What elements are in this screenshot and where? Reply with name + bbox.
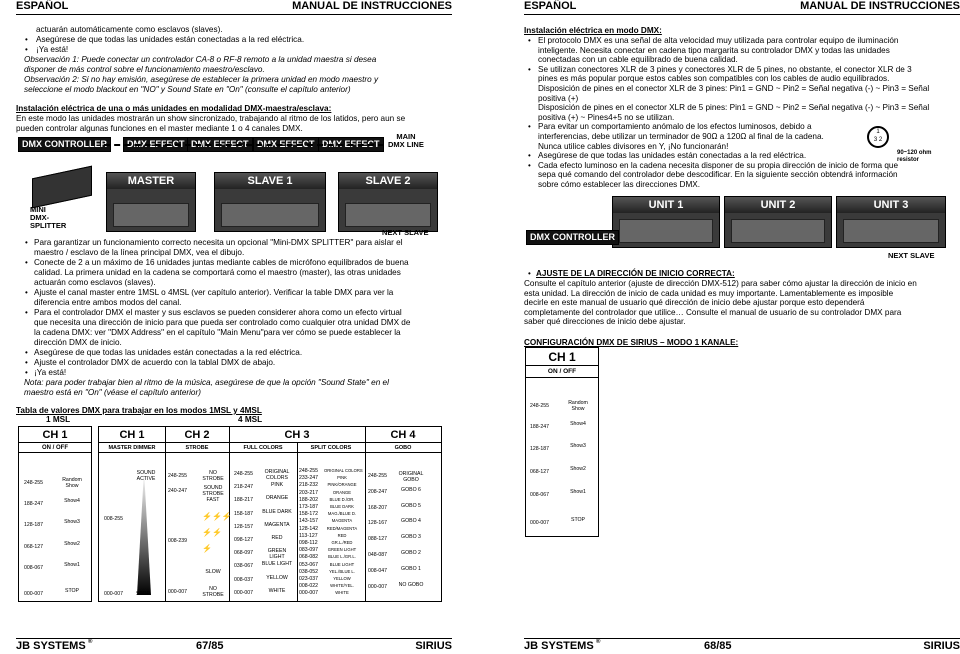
table-value: 008-239	[168, 538, 188, 544]
table-value: 143-157	[299, 518, 319, 525]
right-page: ESPAÑOL MANUAL DE INSTRUCCIONES Instalación eléctrica en modo DMX: 1 3 2 90~120 ohm resistor UNIT 1 UNIT 2 UNIT 3 DMX CONTROLLER NEXT SLAVE • AJUSTE DE LA DIRECCIÓN DE INICIO CORRECTA: CONFIGURACIÓN DMX DE SIRIUS – MODO 1 KANALE: CH 1 ON / OFF JB SYSTEMS ® 68/85 SIRIUS • El protocolo DMX es una señal de alta velocidad muy utilizada para controlar equipo de iluminación inteligente. Necesita conectar en cadena tipo margarita su controlador DMX y todas las unidades conectadas con un cable equilibrado de buena calidad. • Se utilizan conectores XLR de 3 pines y conectores XLR de 5 pines, no obstante, el conector XLR de 3 pines es más popular porque estos cables son compatibles con los cables de audio equilibrados. Disposición de pines en el conector XLR de 3 pines: Pin1 = GND ~ Pin2 = Señal negativa (-) ~ Pin3 = Señal positiva (+) Disposición de pines en el conector XLR de 5 pines: Pin1 = GND ~ Pin2 = Señal negativa (-) ~ Pin3 = Señal positiva (+) ~ Pines4+5 no se utilizan. • Para evitar un comportamiento anómalo de los efectos luminosos, debido a interferencias, debe utilizar un terminador de 90Ω a 120Ω al final de la cadena. Nunca utilice cables divisores en Y, ¡No funcionarán! • Asegúrese de que todas las unidades están conectadas a la red eléctrica. • Cada efecto luminoso en la cadena necesita disponer de su propia dirección de inicio de forma que sepa qué comando del controlador debe descodificar. En la siguiente sección obtendrá información sobre cómo establecer las direcciones DMX. Consulte el capítulo anterior (ajuste de dirección DMX-512) para saber cómo ajustar la dirección de inicio en esta unidad. La dirección de inicio de cada unidad es muy importante. Lamentablemente es imposible decirle en este manual de usuario qué dirección de inicio debe ajustar porque esto dependerá completamente del controlador que utilice… Consulte el manual de usuario de su controlador DMX para saber qué direcciones de inicio debe ajustar. 248-255 Random Show 188-247 Show4 128-187 Show3 068-127 Show2 008-067 Show1 000-007 STOP	[524, 0, 960, 652]
table-label: GOBO 4	[401, 518, 421, 525]
table-label: BLUE L./GR.L.	[328, 554, 356, 560]
bullet-text: actuarán como esclavos (slaves).	[34, 278, 156, 287]
table-value: 188-247	[24, 501, 44, 507]
unit-3: UNIT 3	[836, 196, 946, 248]
table-label: GOBO 5	[401, 502, 421, 509]
page-header	[16, 0, 452, 15]
bullet-icon: •	[25, 35, 28, 44]
text-line: completamente del controlador que utilice… Consulte el manual de usuario de su controlador DMX para	[524, 307, 902, 317]
table-value: 240-247	[168, 488, 188, 494]
table-value: 000-007	[24, 591, 44, 597]
table-value: 000-007	[104, 591, 124, 597]
table-value: 008-255	[104, 516, 124, 522]
table-value: 158-172	[299, 511, 319, 518]
table-label: GOBO 6	[401, 486, 421, 493]
strobe-speed-icon: ⚡	[202, 544, 212, 553]
main-dmx-line-label: MAIN DMX LINE	[388, 132, 424, 149]
slave-2-unit: SLAVE 2	[338, 172, 438, 232]
bullet-icon: •	[528, 160, 531, 170]
table-label: ORANGE	[265, 495, 289, 502]
table-value: 000-007	[299, 590, 319, 597]
section-title: Instalación eléctrica en modo DMX:	[524, 26, 662, 35]
table-value: 203-217	[299, 489, 319, 496]
dimmer-gradient-icon	[137, 471, 151, 595]
table-label: PINK	[337, 475, 347, 481]
table-label: YELLOW	[333, 576, 351, 581]
table-label: BLUE LIGHT	[329, 561, 355, 567]
table-label: SOUND ACTIVE	[136, 470, 156, 482]
table-value: 188-217	[234, 497, 254, 504]
table-label: PINK/ORANGE	[327, 482, 357, 488]
table-value: 068-127	[530, 469, 550, 475]
observation-1: Observación 1: Puede conectar un controlador CA-8 o RF-8 remoto a la unidad maestra si desea	[24, 55, 377, 64]
table-label: GREEN LIGHT	[327, 547, 357, 553]
bullet-text: Conecte de 2 a un máximo de 16 unidades juntas mediante cables de micrófono equilibrados de buena	[34, 258, 409, 267]
text-line: decirle en este manual de usuario qué dirección de inicio debe ajustar porque esto dependerá	[524, 298, 865, 308]
table-label: STOP	[64, 588, 80, 594]
text-line: esta unidad. La dirección de inicio de cada unidad es muy importante. Lamentablemente es imposible	[524, 288, 894, 298]
table-value: 188-202	[299, 496, 319, 503]
text-line: conectadas con un cable equilibrado de buena calidad.	[538, 55, 738, 65]
text-line: pueden controlar algunas funciones en el master mediante 1 o 4 canales DMX.	[16, 124, 303, 133]
table-label: Show4	[64, 498, 80, 504]
dmx-cable	[104, 144, 384, 146]
table-title: Tabla de valores DMX para trabajar en los modos 1MSL y 4MSL	[16, 406, 262, 415]
dmx-controller-label: DMX CONTROLLER	[18, 137, 111, 152]
table-value: 000-007	[234, 589, 254, 596]
table-label: STOP	[570, 517, 586, 523]
table-label: SOUND STROBE	[202, 485, 224, 497]
bullet-text: Ajuste el controlador DMX de acuerdo con la tablaI DMX de abajo.	[34, 358, 276, 367]
text-line: Disposición de pines en el conector XLR de 3 pines: Pin1 = GND ~ Pin2 = Señal negativa (-) ~ Pin3 = Señal	[538, 84, 930, 93]
bullet-text: la cadena DMX: ver "DMX Address" en el capítulo "Main Menu"para ver cómo se puede establecer la	[34, 328, 401, 337]
text-line: Nunca utilice cables divisores en Y, ¡No funcionarán!	[538, 141, 729, 151]
table-label: BLUE D./OR.	[329, 496, 355, 502]
table-value: 008-022	[299, 583, 319, 590]
table-label: MAGENTA	[331, 518, 353, 524]
table-label: ORIGINAL GOBO	[398, 471, 424, 483]
dmx-effect-label: DMX EFFECT	[187, 137, 253, 152]
table-label: Show1	[570, 489, 586, 495]
table-value: 128-142	[299, 525, 319, 532]
table-value: 248-255	[168, 473, 188, 479]
strobe-speed-icon: ⚡⚡⚡	[202, 512, 232, 521]
table-label: BLUE DARK	[330, 504, 354, 509]
table-label: Show3	[570, 443, 586, 449]
text-line: Consulte el capítulo anterior (ajuste de dirección DMX-512) para saber cómo ajustar la dirección de inicio en	[524, 279, 917, 288]
text-line: El protocolo DMX es una señal de alta velocidad muy utilizada para controlar equipo de iluminación	[538, 36, 899, 45]
table-value: 208-247	[368, 488, 388, 495]
table-label: Random Show	[568, 400, 588, 412]
text-line: Asegúrese de que todas las unidades están conectadas a la red eléctrica.	[538, 151, 807, 161]
table-label: BLUE DARK	[262, 508, 292, 515]
table-value: 158-187	[234, 510, 254, 517]
unit-1: UNIT 1	[612, 196, 720, 248]
slave-1-unit: SLAVE 1	[214, 172, 326, 232]
text-line: saber qué direcciones de inicio debe ajustar.	[524, 317, 686, 327]
dmx-effect-label: DMX EFFECT	[253, 137, 319, 152]
table-label: WHITE	[268, 587, 286, 594]
table-value: 000-007	[168, 589, 188, 595]
table-value: 068-097	[234, 550, 254, 557]
observation-1-cont: disponer de más control sobre el funcionamiento maestro/esclavo.	[24, 65, 265, 74]
table-value: 008-047	[368, 567, 388, 574]
table-value: 038-067	[234, 563, 254, 570]
table-1msl: CH 1 ON / OFF	[18, 426, 92, 602]
table-label: STOP	[136, 591, 151, 597]
page-footer: JB SYSTEMS ® 67/85 SIRIUS	[16, 639, 452, 652]
msl4-label: 4 MSL	[238, 415, 263, 424]
mini-dmx-splitter-label: MINI DMX- SPLITTER	[30, 205, 67, 230]
bullet-text: que necesita una dirección de inicio para que pueda ser controlado como cualquier otra unidad DMX de	[34, 318, 411, 327]
table-value: 008-037	[234, 576, 254, 583]
bullet-text: maestro / esclavo de la línea principal DMX, vea el dibujo.	[34, 248, 245, 257]
table-label: Show2	[570, 466, 586, 472]
mini-dmx-splitter-icon	[32, 166, 92, 209]
table-value: 248-255	[234, 471, 254, 477]
dmx-effect-label: DMX EFFECT	[318, 137, 384, 152]
table-label: MAGENTA	[264, 521, 290, 528]
table-value: 068-082	[299, 554, 319, 561]
table-label: Show2	[64, 541, 80, 547]
footer-brand: JB SYSTEMS	[16, 640, 86, 652]
table-value: 048-087	[368, 552, 388, 558]
bullet-text: ¡Ya está!	[34, 368, 67, 377]
table-label: FAST	[206, 497, 220, 503]
text-line: pines es más popular porque estos cables son compatibles con los cables de audio equilibrados.	[538, 74, 890, 84]
bullet-icon: •	[528, 122, 531, 132]
text-line: Cada efecto luminoso en la cadena necesita disponer de su propia dirección de inicio de forma que	[538, 160, 899, 170]
table-label: GOBO 2	[401, 550, 421, 556]
table-value: 128-187	[530, 446, 550, 452]
table-label: WHITE	[335, 590, 349, 596]
page-footer: JB SYSTEMS ® 68/85 SIRIUS	[524, 639, 960, 652]
bullet-text: calidad. La primera unidad en la cadena se comportará como el maestro (master), las otras unidades	[34, 268, 401, 277]
table-label: ORANGE	[332, 489, 352, 495]
table-label: BLUE LIGHT	[261, 561, 293, 568]
table-value: 248-255	[299, 468, 319, 474]
bullet-text: dirección DMX de inicio.	[34, 338, 122, 347]
config-title: CONFIGURACIÓN DMX DE SIRIUS – MODO 1 KANALE:	[524, 338, 739, 347]
bullet-icon: •	[528, 151, 531, 161]
page-header	[524, 0, 960, 15]
table-label: GR.L./RED	[331, 540, 353, 545]
text-line: inteligente. Necesita conectar en cadena tipo margarita su controlador DMX y todas las unidades	[538, 45, 890, 55]
xlr-connector-icon: 1 3 2	[867, 126, 889, 148]
table-value: 233-247	[299, 475, 319, 482]
table-value: 098-127	[234, 537, 254, 543]
table-label: GOBO 3	[401, 534, 421, 541]
table-value: 088-127	[368, 536, 388, 543]
observation-2-cont: seleccione el modo blackout en "NO" y Sound State en "On" (consulte el capítulo anterior)	[24, 85, 351, 94]
text-line: interferencias, debe utilizar un terminador de 90Ω a 120Ω al final de la cadena.	[538, 132, 824, 141]
next-slave-label: NEXT SLAVE	[382, 228, 429, 237]
left-page: ESPAÑOL MANUAL DE INSTRUCCIONES actuarán automáticamente como esclavos (slaves). • Asegúrese de que todas las unidades están conectadas a la red eléctrica. • ¡Ya está! Observación 1: Puede conectar un controlador CA-8 o RF-8 remoto a la unidad maestra si desea disponer de más control sobre el funcionamiento maestro/esclavo. Observación 2: Si no hay emisión, asegúrese de establecer la primera unidad en modo maestro y seleccione el modo blackout en "NO" y Sound State en "On" (consulte el capítulo anterior) Instalación eléctrica de una o más unidades en modalidad DMX-maestra/esclava: En este modo las unidades mostrarán un show sincronizado, trabajando al ritmo de los latidos, pero aun se pueden controlar algunas funciones en el master mediante 1 o 4 canales DMX. DMX CONTROLLER DMX EFFECT DMX EFFECT DMX EFFECT DMX EFFECT MAIN DMX LINE MASTER SLAVE 1 SLAVE 2 MINI DMX- SPLITTER NEXT SLAVE • Para garantizar un funcionamiento correcto necesita un opcional "Mini-DMX SPLITTER" para aislar el maestro / esclavo de la línea principal DMX, vea el dibujo. • Conecte de 2 a un máximo de 16 unidades juntas mediante cables de micrófono equilibrados de buena calidad. La primera unidad en la cadena se comportará como el maestro (master), las otras unidades actuarán como esclavos (slaves). • Ajuste el canal master entre 1MSL o 4MSL (ver capítulo anterior). Verificar la table DMX para ver la diferencia entre ambos modos del canal. • Para el controlador DMX el master y sus esclavos se pueden considerer ahora como un efecto virtual que necesita una dirección de inicio para que pueda ser controlado como cualquier otra unidad DMX de la cadena DMX: ver "DMX Address" en el capítulo "Main Menu"para ver cómo se puede establecer la dirección DMX de inicio. • Asegúrese de que todas las unidades están conectadas a la red eléctrica. • Ajuste el controlador DMX de acuerdo con la tablaI DMX de abajo. • ¡Ya está! Nota: para poder trabajar bien al ritmo de la música, asegúrese de que la opción "Sound State" en el maestro está en "On" (véase el capítulo anterior) Tabla de valores DMX para trabajar en los modos 1MSL y 4MSL 1 MSL 4 MSL CH 1 ON / OFF CH 1 CH 2 CH 3 CH 4 MASTER DIMMER STROBE FULL COLORS SPLIT COLORS GOBO JB SYSTEMS ® 67/85 SIRIUS 248-255 Random Show 188-247 Show4 128-187 Show3 068-127 Show2 008-067 Show1 000-007 STOP 008-255 000-007 STOP SOUND ACTIVE 248-255 NO STROBE 240-247 SOUND STROBE FAST 008-239 SLOW 000-007 NO STROBE ⚡⚡⚡ ⚡⚡ ⚡ 248-255 ORIGINAL COLORS 218-247 PINK 188-217 ORANGE 158-187 BLUE DARK 128-157 MAGENTA 098-127 RED 068-097 GREEN LIGHT 038-067 BLUE LIGHT 008-037 YELLOW 000-007 WHITE 248-255 ORIGINAL COLORS 233-247 PINK 218-232 PINK/ORANGE 203-217 ORANGE 188-202 BLUE D./OR. 173-187 BLUE DARK 158-172 MAG./BLUE D. 143-157 MAGENTA 128-142 RED/MAGENTA 113-127 RED 098-112 GR.L./RED 083-097 GREEN LIGHT 068-082 BLUE L./GR.L. 053-067 BLUE LIGHT 038-052 YEL./BLUE L. 023-037 YELLOW 008-022 WHITE/YEL. 000-007 WHITE 248-255 ORIGINAL GOBO 208-247 GOBO 6 168-207 GOBO 5 128-167 GOBO 4 088-127 GOBO 3 048-087 GOBO 2 008-047 GOBO 1 000-007 NO GOBO	[16, 0, 452, 652]
table-value: 053-067	[299, 561, 319, 568]
table-value: 173-187	[299, 504, 319, 510]
dmx-effect-label: DMX EFFECT	[123, 137, 189, 152]
table-value: 098-112	[299, 540, 318, 546]
table-value: 218-232	[299, 482, 319, 489]
bullet-text: Ajuste el canal master entre 1MSL o 4MSL (ver capítulo anterior). Verificar la table DMX para ver la	[34, 288, 394, 297]
table-value: 000-007	[368, 583, 388, 590]
footer-brand: JB SYSTEMS	[524, 640, 594, 652]
adjust-title: AJUSTE DE LA DIRECCIÓN DE INICIO CORRECTA:	[536, 269, 735, 278]
table-value: 128-167	[368, 520, 388, 527]
table-value: 128-187	[24, 522, 44, 528]
strobe-speed-icon: ⚡⚡	[202, 528, 222, 537]
table-label: ORIGINAL COLORS	[264, 469, 290, 481]
table-label: ORIGINAL COLORS	[324, 468, 363, 473]
next-slave-label: NEXT SLAVE	[888, 251, 935, 260]
table-value: 008-067	[530, 492, 550, 498]
table-label: Random Show	[62, 477, 82, 489]
text-line: Se utilizan conectores XLR de 3 pines y conectores XLR de 5 pines, no obstante, el conector XLR de 3	[538, 64, 912, 74]
table-value: 188-247	[530, 424, 550, 430]
text-line: positiva (+) ~ Pines4+5 no se utilizan.	[538, 112, 675, 122]
table-4msl: CH 1 CH 2 CH 3 CH 4 MASTER DIMMER STROBE FULL COLORS SPLIT COLORS GOBO	[98, 426, 442, 602]
table-label: YELLOW	[266, 574, 288, 581]
table-value: 008-067	[24, 565, 44, 571]
unit-2: UNIT 2	[724, 196, 832, 248]
header-language: ESPAÑOL	[16, 0, 69, 12]
table-label: NO GOBO	[398, 581, 424, 588]
table-label: YEL./BLUE L.	[329, 568, 355, 574]
text-line: Asegúrese de que todas las unidades están conectadas a la red eléctrica.	[36, 35, 305, 44]
bullet-icon: •	[25, 45, 28, 54]
table-mode1: CH 1 ON / OFF	[525, 347, 599, 537]
table-label: NO STROBE	[202, 470, 224, 482]
note-cont: maestro está en "On" (véase el capítulo anterior)	[24, 388, 201, 397]
table-value: 038-052	[299, 568, 319, 575]
footer-model: SIRIUS	[923, 640, 960, 652]
table-value: 248-255	[530, 403, 550, 409]
bullet-text: diferencia entre ambos modos del canal.	[34, 298, 182, 307]
table-label: RED	[271, 535, 283, 541]
table-value: 248-255	[368, 473, 388, 479]
bullet-text: Asegúrese de que todas las unidades están conectadas a la red eléctrica.	[34, 348, 303, 357]
text-line: En este modo las unidades mostrarán un show sincronizado, trabajando al ritmo de los latidos, pero aun se	[16, 114, 406, 123]
text-line: Disposición de pines en el conector XLR de 5 pines: Pin1 = GND ~ Pin2 = Señal negativa (-) ~ Pin3 = Señal	[538, 103, 930, 113]
text-line: Para evitar un comportamiento anómalo de los efectos luminosos, debido a	[538, 122, 812, 132]
table-label: RED/MAGENTA	[326, 525, 358, 531]
table-value: 068-127	[24, 544, 44, 550]
observation-2: Observación 2: Si no hay emisión, asegúrese de establecer la primera unidad en modo maestro y	[24, 75, 379, 84]
section-title: Instalación eléctrica de una o más unidades en modalidad DMX-maestra/esclava:	[16, 104, 332, 113]
bullet-icon: •	[528, 36, 531, 45]
header-title: MANUAL DE INSTRUCCIONES	[800, 0, 960, 12]
table-value: 000-007	[530, 520, 550, 526]
table-label: WHITE/YEL.	[330, 583, 354, 589]
text-line: sobre cómo establecer las direcciones DMX.	[538, 180, 700, 189]
table-value: 218-247	[234, 484, 254, 491]
table-label: SLOW	[205, 569, 221, 575]
table-value: 113-127	[299, 532, 318, 539]
resistor-label: 90~120 ohm resistor	[897, 150, 932, 163]
table-label: RED	[337, 532, 347, 538]
table-value: 128-157	[234, 523, 254, 530]
footer-model: SIRIUS	[415, 640, 452, 652]
table-label: Show3	[64, 519, 80, 525]
text-line: ¡Ya está!	[36, 45, 69, 54]
footer-page: 68/85	[704, 640, 732, 652]
bullet-icon: •	[528, 64, 531, 74]
table-label: GREEN LIGHT	[267, 548, 287, 561]
header-language: ESPAÑOL	[524, 0, 577, 12]
bullet-text: Para el controlador DMX el master y sus esclavos se pueden considerer ahora como un efecto virtual	[34, 308, 402, 317]
footer-page: 67/85	[196, 640, 224, 652]
table-value: 248-255	[24, 480, 44, 486]
text-line: sepa qué comando del controlador debe descodificar. En la siguiente sección obtendrá información	[538, 170, 898, 180]
table-label: MAG./BLUE D.	[327, 511, 357, 517]
table-label: NO STROBE	[202, 586, 224, 598]
table-value: 083-097	[299, 547, 319, 554]
bullet-text: Para garantizar un funcionamiento correcto necesita un opcional "Mini-DMX SPLITTER" para aislar el	[34, 238, 403, 247]
master-unit: MASTER	[106, 172, 196, 232]
text-line: positiva (+)	[538, 93, 579, 103]
table-value: 168-207	[368, 504, 388, 511]
table-label: Show1	[64, 562, 80, 568]
header-title: MANUAL DE INSTRUCCIONES	[292, 0, 452, 12]
msl1-label: 1 MSL	[46, 415, 71, 424]
table-label: Show4	[570, 421, 586, 427]
table-label: PINK	[270, 482, 284, 489]
table-value: 023-037	[299, 576, 319, 582]
text-line: actuarán automáticamente como esclavos (slaves).	[36, 25, 223, 34]
table-label: GOBO 1	[401, 565, 421, 572]
dmx-controller-label: DMX CONTROLLER	[526, 230, 619, 245]
note: Nota: para poder trabajar bien al ritmo de la música, asegúrese de que la opción "Sound State" en el	[24, 378, 389, 387]
